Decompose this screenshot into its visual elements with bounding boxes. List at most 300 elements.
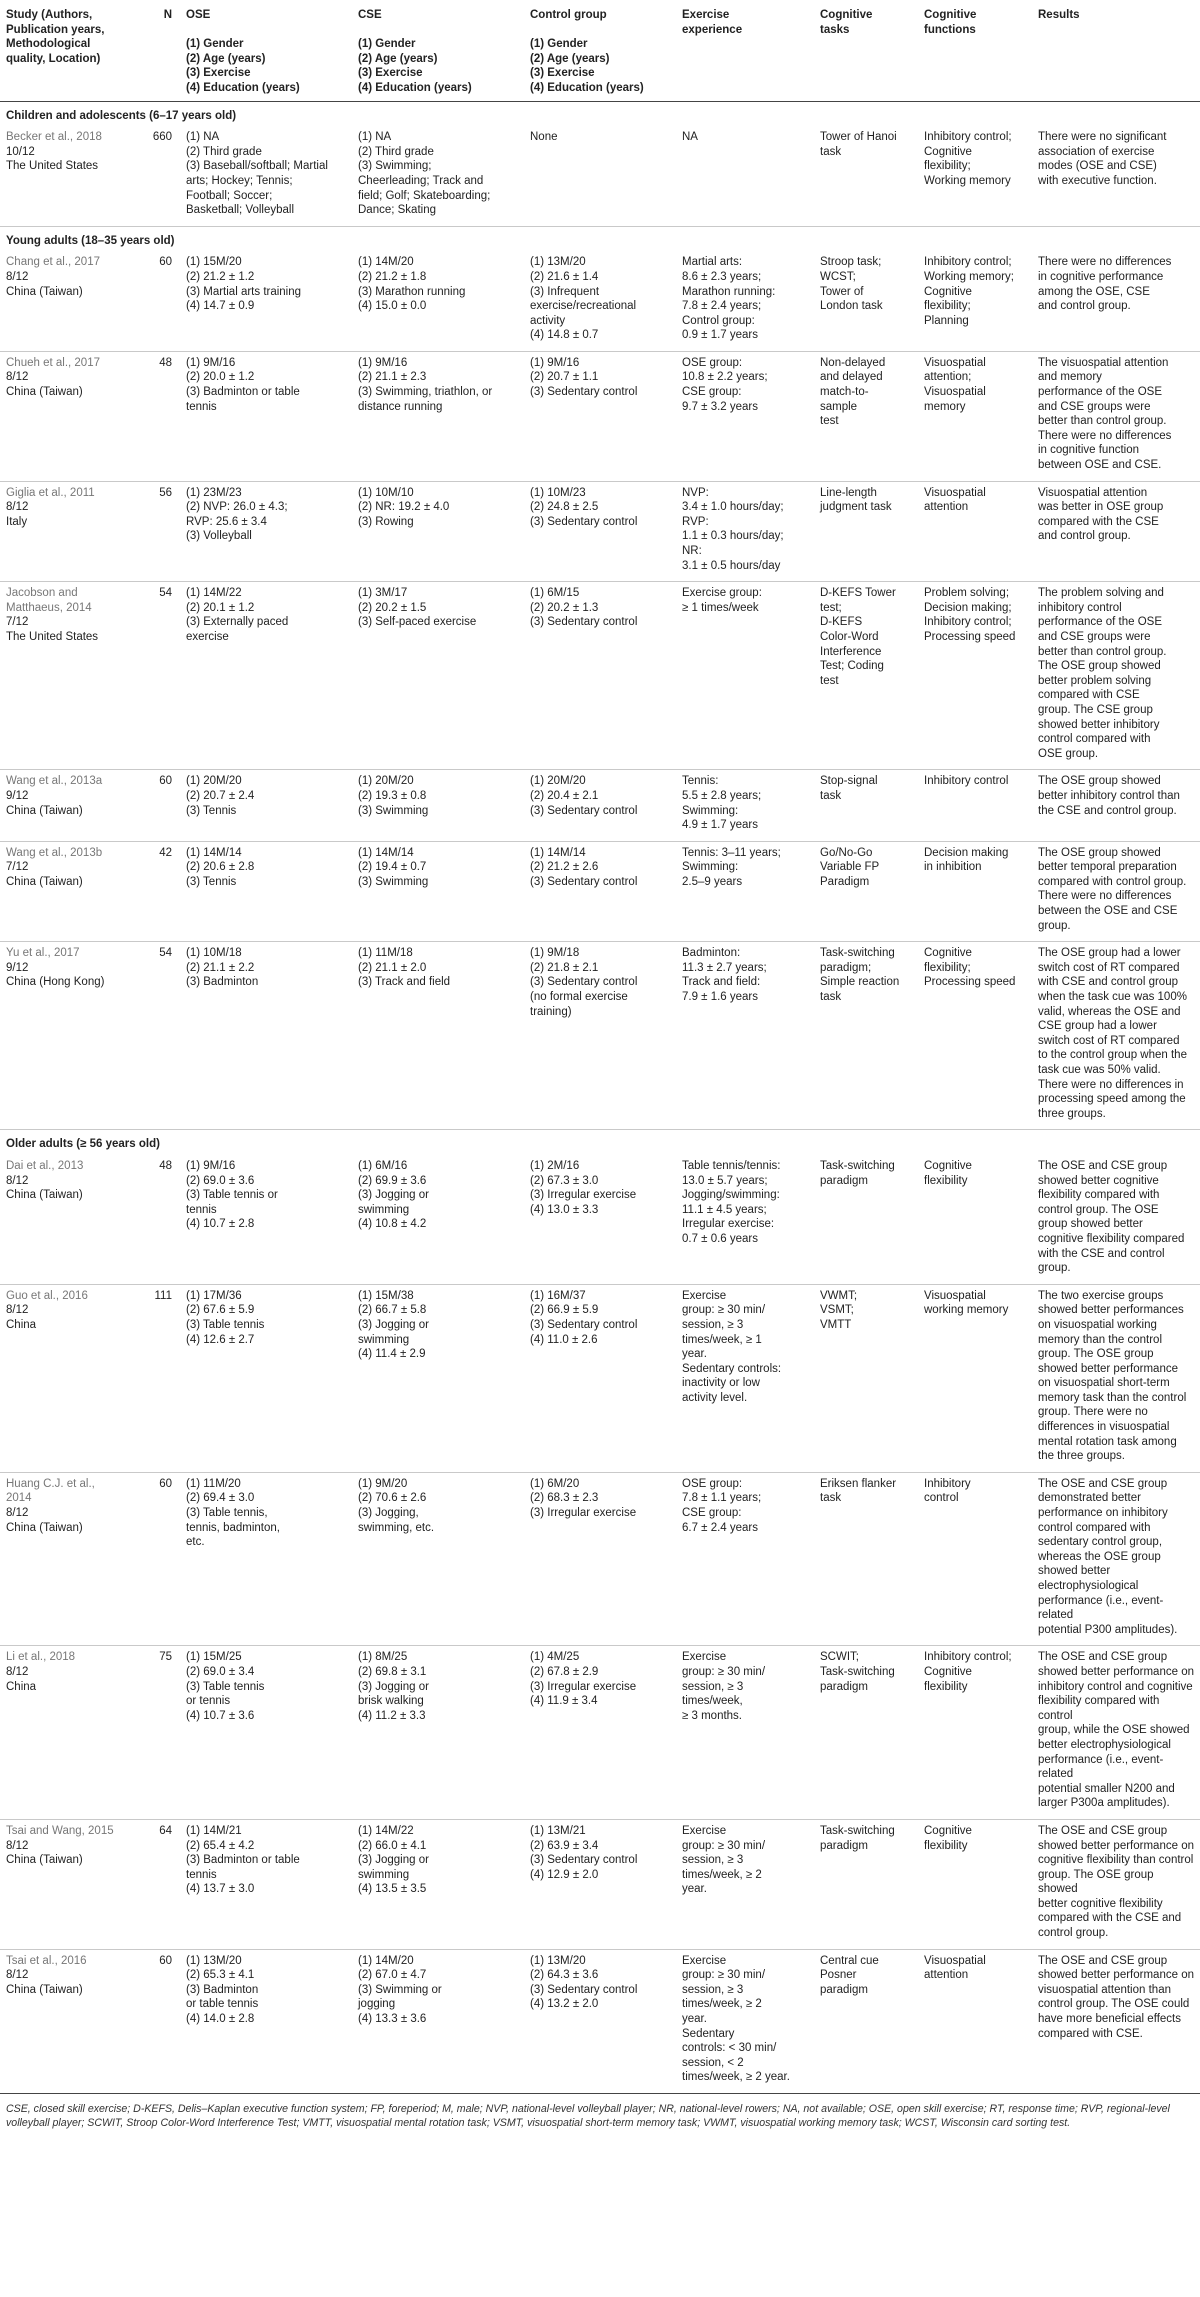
cell-line: (3) Jogging or (358, 1189, 429, 1202)
cell-line: larger P300a amplitudes). (1038, 1797, 1170, 1810)
study-reference-link[interactable]: Becker et al., 2018 (6, 131, 102, 144)
cell-line: (3) Infrequent (530, 285, 600, 298)
functions-cell (918, 1819, 1032, 1949)
cell-line: Exercise group: (682, 587, 762, 600)
experience-cell (676, 942, 814, 1130)
cell-line: (3) Table tennis (186, 1318, 265, 1331)
cell-line: tennis (186, 400, 217, 413)
cell-line: (3) Irregular exercise (530, 1507, 637, 1520)
cell-line: None (530, 131, 558, 144)
functions-cell (918, 942, 1032, 1130)
cell-line: flexibility; (924, 961, 971, 974)
cell-line: (1) 17M/36 (186, 1289, 242, 1302)
cell-line: (3) Sedentary control (530, 515, 638, 528)
cell-line: Cognitive (924, 145, 972, 158)
cell-line: (2) 20.6 ± 2.8 (186, 861, 255, 874)
cell-line: The OSE and CSE group (1038, 1954, 1168, 1967)
cell-line: Italy (6, 515, 28, 528)
cell-line: (2) Third grade (358, 145, 434, 158)
study-reference-link[interactable]: Wang et al., 2013a (6, 775, 103, 788)
cell-line: (1) 9M/16 (530, 356, 580, 369)
header-cse (352, 0, 524, 101)
ose-cell (180, 1949, 352, 2093)
cell-line: Cognitive (924, 1159, 972, 1172)
study-cell (0, 1472, 126, 1646)
cell-line: quality, Location) (6, 52, 101, 65)
cell-line: Visuospatial (924, 356, 986, 369)
cell-line: (2) Third grade (186, 145, 262, 158)
cell-line: The OSE and CSE group (1038, 1824, 1168, 1837)
cell-line: Decision making; (924, 601, 1012, 614)
cell-line: Exercise (682, 9, 730, 21)
cell-line: The OSE and CSE group (1038, 1159, 1168, 1172)
tasks-cell (814, 251, 918, 351)
cell-line: activity level. (682, 1391, 748, 1404)
cell-line: 9.7 ± 3.2 years (682, 400, 758, 413)
experience-cell (676, 770, 814, 841)
cell-line: (1) Gender (530, 38, 588, 51)
cell-line: (3) Jogging or (358, 1680, 429, 1693)
cell-line: (2) 69.0 ± 3.6 (186, 1174, 255, 1187)
sample-size-cell: 64 (126, 1819, 180, 1949)
sample-size-cell: 42 (126, 841, 180, 942)
cell-line: 3.1 ± 0.5 hours/day (682, 559, 781, 572)
cell-line: VMTT (820, 1318, 852, 1331)
cell-line: cognitive flexibility than control (1038, 1854, 1194, 1867)
cell-line: match-to- (820, 386, 869, 399)
cell-line: paradigm (820, 1983, 868, 1996)
study-cell (0, 1949, 126, 2093)
cell-line: tennis, badminton, (186, 1521, 280, 1534)
cell-line: the three groups. (1038, 1450, 1125, 1463)
cell-line: in inhibition (924, 861, 982, 874)
cell-line: China (Taiwan) (6, 1983, 83, 1996)
cell-line: 10.8 ± 2.2 years; (682, 371, 768, 384)
cell-line: Exercise (682, 1651, 727, 1664)
cell-line: better than control group. (1038, 645, 1167, 658)
cell-line: (4) 13.3 ± 3.6 (358, 2013, 427, 2026)
cell-line: (3) Exercise (530, 67, 595, 80)
cell-line: group: ≥ 30 min/ (682, 1665, 766, 1678)
cell-line: London task (820, 300, 883, 313)
cell-line: Visuospatial (924, 386, 986, 399)
cell-line: 7.8 ± 2.4 years; (682, 300, 762, 313)
cse-cell (352, 351, 524, 481)
cell-line: (2) 20.2 ± 1.5 (358, 601, 427, 614)
cell-line: have more beneficial effects (1038, 2013, 1181, 2026)
cell-line: the CSE and control group. (1038, 804, 1177, 817)
table-body (0, 101, 1200, 2093)
study-reference-link[interactable]: Giglia et al., 2011 (6, 486, 95, 499)
cell-line: group: ≥ 30 min/ (682, 1839, 766, 1852)
cell-line: (3) Sedentary control (530, 616, 638, 629)
functions-cell (918, 1646, 1032, 1820)
cell-line: (2) 65.4 ± 4.2 (186, 1839, 255, 1852)
cell-line: group. (1038, 1262, 1071, 1275)
cell-line: (4) 11.0 ± 2.6 (530, 1333, 598, 1346)
cell-line: 8/12 (6, 1174, 29, 1187)
cell-line: association of exercise (1038, 145, 1155, 158)
cell-line: better than control group. (1038, 415, 1167, 428)
sample-size-cell: 60 (126, 1472, 180, 1646)
cell-line: sample (820, 400, 858, 413)
cell-line: functions (924, 23, 976, 36)
cell-line: (1) 9M/16 (186, 1159, 236, 1172)
cell-line: The problem solving and (1038, 587, 1164, 600)
cell-line: Visuospatial (924, 1954, 986, 1967)
cell-line: (3) Martial arts training (186, 285, 302, 298)
cell-line: (2) 21.1 ± 2.0 (358, 961, 427, 974)
functions-cell (918, 126, 1032, 226)
cell-line: Visuospatial (924, 486, 986, 499)
ose-cell (180, 1646, 352, 1820)
cell-line: (1) 6M/15 (530, 587, 580, 600)
cell-line: (3) Tennis (186, 804, 237, 817)
cell-line: (1) NA (358, 131, 392, 144)
tasks-cell (814, 126, 918, 226)
cell-line: (1) 10M/23 (530, 486, 586, 499)
cell-line: year. (682, 1348, 707, 1361)
cell-line: NVP: (682, 486, 709, 499)
cell-line: OSE group: (682, 356, 743, 369)
cell-line: session, ≥ 3 (682, 1680, 744, 1693)
cell-line: session, ≥ 3 (682, 1318, 744, 1331)
cell-line: 3.4 ± 1.0 hours/day; (682, 501, 784, 514)
cell-line: Track and field: (682, 976, 761, 989)
cell-line: (3) Volleyball (186, 530, 252, 543)
cell-line: (3) Sedentary control (530, 875, 638, 888)
cell-line: control compared with (1038, 1521, 1151, 1534)
cell-line: (1) 14M/20 (358, 256, 414, 269)
cell-line: 0.9 ± 1.7 years (682, 329, 758, 342)
cell-line: (3) Track and field (358, 976, 451, 989)
cell-line: (3) Table tennis (186, 1680, 265, 1693)
cell-line: (1) 3M/17 (358, 587, 408, 600)
cell-line: field; Golf; Skateboarding; (358, 189, 491, 202)
header-n: N (126, 0, 180, 101)
cell-line: to the control group when the (1038, 1049, 1187, 1062)
cell-line: 11.3 ± 2.7 years; (682, 961, 767, 974)
cell-line: Cheerleading; Track and (358, 174, 484, 187)
cell-line: Dance; Skating (358, 204, 436, 217)
cell-line: on visuospatial working (1038, 1318, 1157, 1331)
experience-cell (676, 582, 814, 770)
cell-line: (2) 21.1 ± 2.2 (186, 961, 255, 974)
cell-line: (2) 19.4 ± 0.7 (358, 861, 427, 874)
cell-line: 8.6 ± 2.3 years; (682, 270, 762, 283)
study-cell (0, 481, 126, 582)
cell-line: (2) 69.4 ± 3.0 (186, 1492, 255, 1505)
cell-line: (2) Age (years) (186, 52, 266, 65)
cell-line: test (820, 415, 839, 428)
cell-line: Cognitive (820, 9, 873, 21)
cell-line: (4) 13.0 ± 3.3 (530, 1203, 599, 1216)
cell-line: CSE group: (682, 386, 742, 399)
cse-cell (352, 1819, 524, 1949)
cell-line: (2) 24.8 ± 2.5 (530, 501, 599, 514)
cell-line: working memory (924, 1304, 1009, 1317)
sample-size-cell: 48 (126, 1155, 180, 1284)
cell-line: valid, whereas the OSE and (1038, 1005, 1181, 1018)
cell-line: arts; Hockey; Tennis; (186, 174, 293, 187)
cell-line: D-KEFS Tower (820, 587, 896, 600)
cell-line: control group. The OSE (1038, 1203, 1159, 1216)
tasks-cell (814, 841, 918, 942)
cell-line: 7.8 ± 1.1 years; (682, 1492, 762, 1505)
cell-line: (3) Sedentary control (530, 1318, 638, 1331)
tasks-cell (814, 942, 918, 1130)
functions-cell (918, 1949, 1032, 2093)
cell-line: (4) 14.0 ± 2.8 (186, 2013, 255, 2026)
cell-line: performance of the OSE (1038, 616, 1163, 629)
cell-line: exercise/recreational (530, 300, 637, 313)
cse-cell (352, 126, 524, 226)
table-row (0, 251, 1200, 351)
functions-cell (918, 481, 1032, 582)
cell-line: Non-delayed (820, 356, 886, 369)
cell-line: group: ≥ 30 min/ (682, 1969, 766, 1982)
cell-line: The OSE and CSE group (1038, 1651, 1168, 1664)
cse-cell (352, 1949, 524, 2093)
study-reference-link[interactable]: Yu et al., 2017 (6, 947, 80, 960)
header-experience (676, 0, 814, 101)
cell-line: (1) 20M/20 (186, 775, 242, 788)
experience-cell (676, 1472, 814, 1646)
cell-line: (3) Badminton or table (186, 1854, 300, 1867)
table-row (0, 1819, 1200, 1949)
cell-line: (4) 12.6 ± 2.7 (186, 1333, 255, 1346)
cell-line: year. (682, 2013, 707, 2026)
cell-line: (1) 9M/16 (186, 356, 236, 369)
cell-line: swimming, etc. (358, 1521, 435, 1534)
cell-line: group. The OSE group showed (1038, 1868, 1154, 1896)
cell-line: test (820, 674, 839, 687)
study-cell (0, 942, 126, 1130)
cell-line: D-KEFS (820, 616, 863, 629)
cell-line (186, 23, 347, 38)
cell-line: Go/No-Go (820, 846, 873, 859)
cell-line: 8/12 (6, 371, 29, 384)
cell-line: (1) 20M/20 (530, 775, 586, 788)
cell-line: (3) Irregular exercise (530, 1189, 637, 1202)
cell-line: (2) NVP: 26.0 ± 4.3; (186, 501, 288, 514)
study-reference-link[interactable]: Wang et al., 2013b (6, 846, 103, 859)
study-cell (0, 251, 126, 351)
cell-line: or table tennis (186, 1998, 259, 2011)
results-cell (1032, 126, 1200, 226)
cell-line: China (Taiwan) (6, 1189, 83, 1202)
cell-line: (1) 4M/25 (530, 1651, 580, 1664)
cell-line: (2) Age (years) (530, 52, 610, 65)
cell-line: showed better performance (1038, 1362, 1178, 1375)
cell-line: task (820, 789, 842, 802)
cell-line: Inhibitory (924, 1477, 971, 1490)
cell-line: test; (820, 601, 842, 614)
cell-line: Eriksen flanker (820, 1477, 897, 1490)
cell-line: controls: < 30 min/ (682, 2042, 777, 2055)
cell-line: (1) 14M/14 (358, 846, 414, 859)
results-cell (1032, 770, 1200, 841)
study-reference-link[interactable]: Chang et al., 2017 (6, 256, 100, 269)
cell-line: training) (530, 1005, 572, 1018)
section-row (0, 101, 1200, 126)
sample-size-cell: 54 (126, 582, 180, 770)
cell-line: and control group. (1038, 300, 1131, 313)
study-cell (0, 770, 126, 841)
cell-line: Football; Soccer; (186, 189, 273, 202)
results-cell (1032, 841, 1200, 942)
tasks-cell (814, 1646, 918, 1820)
functions-cell (918, 1155, 1032, 1284)
cell-line: (1) 15M/20 (186, 256, 242, 269)
cell-line: better inhibitory control than (1038, 789, 1180, 802)
sample-size-cell: 660 (126, 126, 180, 226)
cell-line: (1) 14M/22 (358, 1824, 414, 1837)
cell-line: (3) Badminton (186, 1983, 259, 1996)
cell-line: Sedentary controls: (682, 1362, 782, 1375)
cell-line: (2) 63.9 ± 3.4 (530, 1839, 599, 1852)
cell-line: electrophysiological (1038, 1580, 1139, 1592)
study-reference-link[interactable]: Matthaeus, 2014 (6, 601, 92, 614)
cell-line: (4) Education (years) (186, 81, 300, 94)
cell-line: (3) Marathon running (358, 285, 466, 298)
functions-cell (918, 251, 1032, 351)
cse-cell (352, 1472, 524, 1646)
cell-line: group. The OSE group (1038, 1348, 1154, 1361)
cell-line: (3) Irregular exercise (530, 1680, 637, 1693)
functions-cell (918, 1284, 1032, 1472)
table-row (0, 1284, 1200, 1472)
cell-line: (1) 14M/14 (186, 846, 242, 859)
cell-line: China (Taiwan) (6, 1521, 83, 1534)
cell-line: There were no differences (1038, 890, 1172, 903)
cell-line: performance of the OSE (1038, 386, 1163, 399)
cell-line: 8/12 (6, 270, 29, 283)
cell-line: tennis (186, 1203, 217, 1216)
cell-line: 13.0 ± 5.7 years; (682, 1174, 768, 1187)
cell-line: attention; (924, 371, 972, 384)
table-header (0, 0, 1200, 101)
control-cell (524, 582, 676, 770)
study-reference-link[interactable]: Guo et al., 2016 (6, 1289, 88, 1302)
cell-line: showed better performance on (1038, 1665, 1194, 1678)
cell-line: Paradigm (820, 875, 870, 888)
tasks-cell (814, 1819, 918, 1949)
cell-line: Control group (530, 9, 607, 21)
control-cell (524, 1472, 676, 1646)
cell-line: Inhibitory control (924, 775, 1009, 788)
cell-line: 9/12 (6, 789, 29, 802)
cell-line: The OSE and CSE group (1038, 1477, 1168, 1490)
cell-line: Cognitive (924, 1665, 972, 1678)
experience-cell (676, 1819, 814, 1949)
study-reference-link[interactable]: Tsai et al., 2016 (6, 1954, 87, 1967)
cell-line (358, 23, 519, 38)
cell-line: 10/12 (6, 145, 35, 158)
cell-line: was better in OSE group (1038, 501, 1164, 514)
header-study (0, 0, 126, 101)
cell-line: and memory (1038, 371, 1102, 384)
cell-line: (2) 64.3 ± 3.6 (530, 1969, 599, 1982)
cell-line: compared with CSE. (1038, 2027, 1143, 2040)
cell-line: (1) 9M/18 (530, 947, 580, 960)
cell-line: China (Taiwan) (6, 386, 83, 399)
table-row (0, 351, 1200, 481)
cell-line: visuospatial attention than (1038, 1983, 1171, 1996)
cell-line: 11.1 ± 4.5 years; (682, 1203, 767, 1216)
results-cell (1032, 1949, 1200, 2093)
cell-line: switch cost of RT compared (1038, 961, 1180, 974)
cell-line: control (924, 1492, 959, 1505)
cell-line: task (820, 1492, 842, 1505)
cell-line: OSE group. (1038, 747, 1099, 760)
cell-line: Sedentary (682, 2027, 735, 2040)
cell-line: (3) Badminton or table (186, 386, 300, 399)
study-reference-link[interactable]: Jacobson and (6, 587, 78, 600)
cell-line: control compared with (1038, 733, 1151, 746)
study-reference-link[interactable]: Li et al., 2018 (6, 1651, 76, 1664)
study-reference-link[interactable]: Chueh et al., 2017 (6, 356, 100, 369)
cell-line: switch cost of RT compared (1038, 1034, 1180, 1047)
cell-line: paradigm (820, 1839, 868, 1852)
cse-cell (352, 1646, 524, 1820)
ose-cell (180, 841, 352, 942)
study-reference-link[interactable]: Dai et al., 2013 (6, 1159, 84, 1172)
results-cell (1032, 251, 1200, 351)
cell-line: showed better performance on (1038, 1969, 1194, 1982)
cell-line: flexibility (924, 1174, 968, 1187)
cell-line: (2) 69.0 ± 3.4 (186, 1665, 255, 1678)
cell-line: times/week, ≥ 2 (682, 1868, 762, 1881)
results-cell (1032, 942, 1200, 1130)
cse-cell (352, 770, 524, 841)
cell-line: tasks (820, 23, 850, 36)
cell-line: (3) Sedentary control (530, 804, 638, 817)
cell-line: group showed better (1038, 1218, 1143, 1231)
cell-line: Inhibitory control; (924, 1651, 1012, 1664)
cell-line: Table tennis/tennis: (682, 1159, 781, 1172)
tasks-cell (814, 1284, 918, 1472)
table-row (0, 126, 1200, 226)
cell-line: (3) Table tennis, (186, 1507, 268, 1520)
cell-line: and delayed (820, 371, 883, 384)
cell-line: 2.5–9 years (682, 875, 743, 888)
cell-line: (3) Exercise (186, 67, 251, 80)
cell-line: Tower of (820, 285, 864, 298)
cell-line: (2) 21.1 ± 2.3 (358, 371, 427, 384)
cell-line: (1) 10M/10 (358, 486, 414, 499)
cell-line: (1) 16M/37 (530, 1289, 586, 1302)
cell-line: (2) NR: 19.2 ± 4.0 (358, 501, 450, 514)
sample-size-cell: 56 (126, 481, 180, 582)
cell-line (530, 23, 671, 38)
study-reference-link[interactable]: Huang C.J. et al., 2014 (6, 1477, 95, 1505)
cell-line: (1) NA (186, 131, 220, 144)
cell-line: flexibility compared with control (1038, 1695, 1160, 1722)
cell-line: Central cue (820, 1954, 879, 1967)
control-cell (524, 841, 676, 942)
ose-cell (180, 351, 352, 481)
results-cell (1032, 1646, 1200, 1820)
sample-size-cell: 54 (126, 942, 180, 1130)
sample-size-cell: 60 (126, 251, 180, 351)
study-cell (0, 1819, 126, 1949)
section-title: Older adults (≥ 56 years old) (6, 1138, 160, 1151)
cell-line: ≥ 1 times/week (682, 601, 759, 614)
section-row (0, 226, 1200, 251)
study-reference-link[interactable]: Tsai and Wang, 2015 (6, 1824, 114, 1837)
ose-cell (180, 582, 352, 770)
